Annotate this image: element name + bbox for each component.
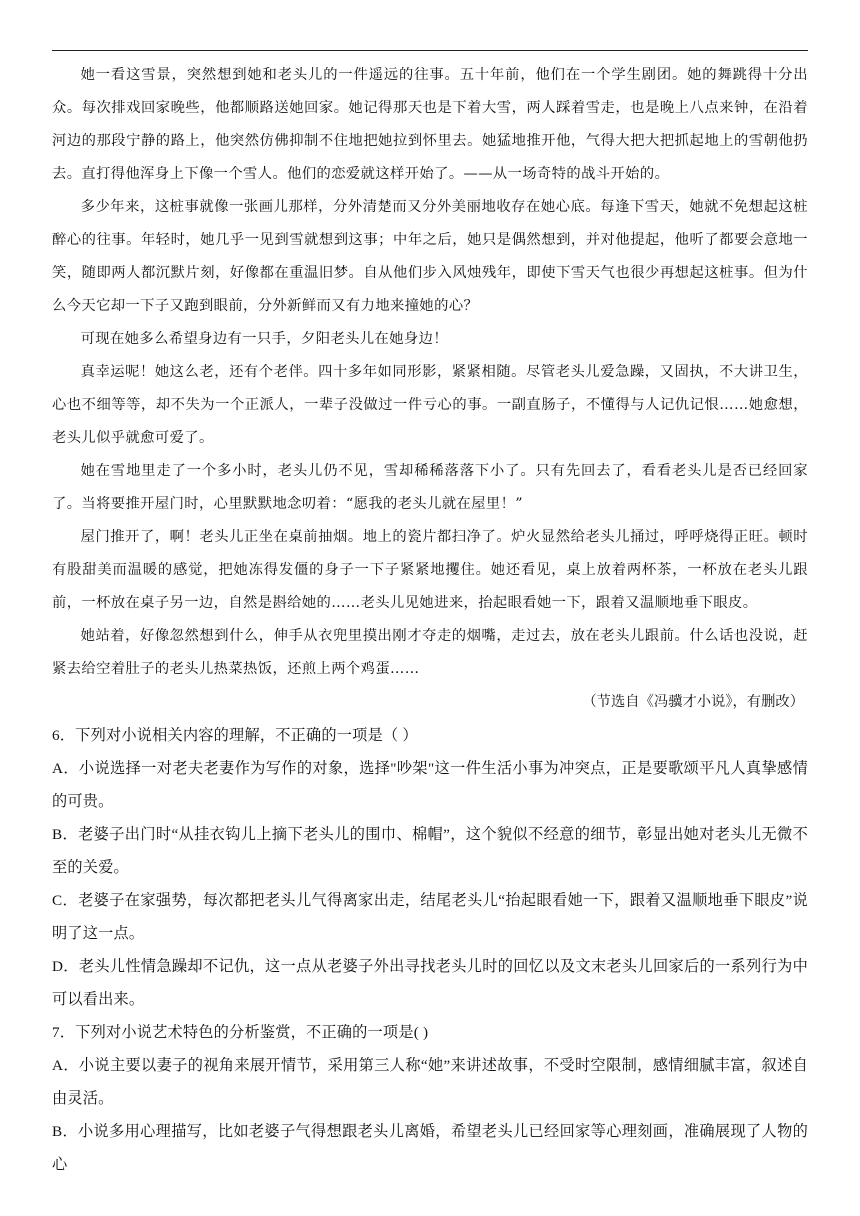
option-a: A．小说选择一对老夫老妻作为写作的对象，选择"吵架"这一件生活小事为冲突点，正是要歌颂平凡人真挚感情的可贵。: [52, 760, 808, 810]
option-b: B．小说多用心理描写，比如老婆子气得想跟老头儿离婚，希望老头儿已经回家等心理刻画，准确展现了人物的心: [52, 1123, 808, 1173]
passage-paragraph: 可现在她多么希望身边有一只手，夕阳老头儿在她身边！: [80, 331, 449, 347]
question-6: [52, 719, 808, 1016]
question-7: [52, 1016, 808, 1181]
passage-paragraph: 她一看这雪景，突然想到她和老头儿的一件遥远的往事。五十年前，他们在一个学生剧团。她的舞跳得十分出众。每次排戏回家晚些，他都顺路送她回家。她记得那天也是下着大雪，两人踩着雪走，也是晚上八点来钟，在沿着河边的那段宁静的路上，他突然仿佛抑制不住地把她拉到怀里去。她猛地推开他，气得大把大把抓起地上的雪朝他扔去。直打得他浑身上下像一个雪人。他们的恋爱就这样开始了。——从一场奇特的战斗开始的。: [52, 67, 808, 182]
page-content: [52, 59, 808, 1181]
passage-paragraph: 屋门推开了，啊！老头儿正坐在桌前抽烟。地上的瓷片都扫净了。炉火显然给老头儿捅过，呼呼烧得正旺。顿时有股甜美而温暖的感觉，把她冻得发僵的身子一下子紧紧地攫住。她还看见，桌上放着两杯茶，一杯放在老头儿跟前，一杯放在桌子另一边，自然是斟给她的……老头儿见她进来，抬起眼看她一下，跟着又温顺地垂下眼皮。: [52, 529, 808, 611]
header-rule: [52, 50, 808, 51]
passage: [52, 59, 808, 719]
passage-paragraph: 多少年来，这桩事就像一张画儿那样，分外清楚而又分外美丽地收存在她心底。每逢下雪天，她就不免想起这桩醉心的往事。年轻时，她几乎一见到雪就想到这事；中年之后，她只是偶然想到，并对他提起，他听了都要会意地一笑，随即两人都沉默片刻，好像都在重温旧梦。自从他们步入风烛残年，即使下雪天气也很少再想起这桩事。但为什么今天它却一下子又跑到眼前，分外新鲜而又有力地来撞她的心？: [52, 199, 808, 314]
passage-paragraph: 她站着，好像忽然想到什么，伸手从衣兜里摸出刚才夺走的烟嘴，走过去，放在老头儿跟前。什么话也没说，赶紧去给空着肚子的老头儿热菜热饭，还煎上两个鸡蛋……: [52, 628, 808, 677]
passage-paragraph: 真幸运呢！她这么老，还有个老伴。四十多年如同形影，紧紧相随。尽管老头儿爱急躁，又固执，不大讲卫生，心也不细等等，却不失为一个正派人，一辈子没做过一件亏心的事。一副直肠子，不懂得与人记仇记恨……她愈想，老头儿似乎就愈可爱了。: [52, 364, 808, 446]
option-a: A．小说主要以妻子的视角来展开情节，采用第三人称“她”来讲述故事，不受时空限制，感情细腻丰富，叙述自由灵活。: [52, 1057, 808, 1107]
option-b: B．老婆子出门时“从挂衣钩儿上摘下老头儿的围巾、棉帽”，这个貌似不经意的细节，彰显出她对老头儿无微不至的关爱。: [52, 826, 808, 876]
passage-paragraph: 她在雪地里走了一个多小时，老头儿仍不见，雪却稀稀落落下小了。只有先回去了，看看老头儿是否已经回家了。当将要推开屋门时，心里默默地念叨着：“愿我的老头儿就在屋里！”: [52, 463, 808, 512]
question-stem: 7．下列对小说艺术特色的分析鉴赏，不正确的一项是( ): [52, 1024, 429, 1041]
question-stem: 6．下列对小说相关内容的理解，不正确的一项是（ ）: [52, 727, 418, 744]
option-c: C．老婆子在家强势，每次都把老头儿气得离家出走，结尾老头儿“抬起眼看她一下，跟着又温顺地垂下眼皮”说明了这一点。: [52, 892, 808, 942]
option-d: D．老头儿性情急躁却不记仇，这一点从老婆子外出寻找老头儿时的回忆以及文末老头儿回家后的一系列行为中可以看出来。: [52, 958, 808, 1008]
passage-source: （节选自《冯骥才小说》，有删改）: [582, 694, 804, 710]
